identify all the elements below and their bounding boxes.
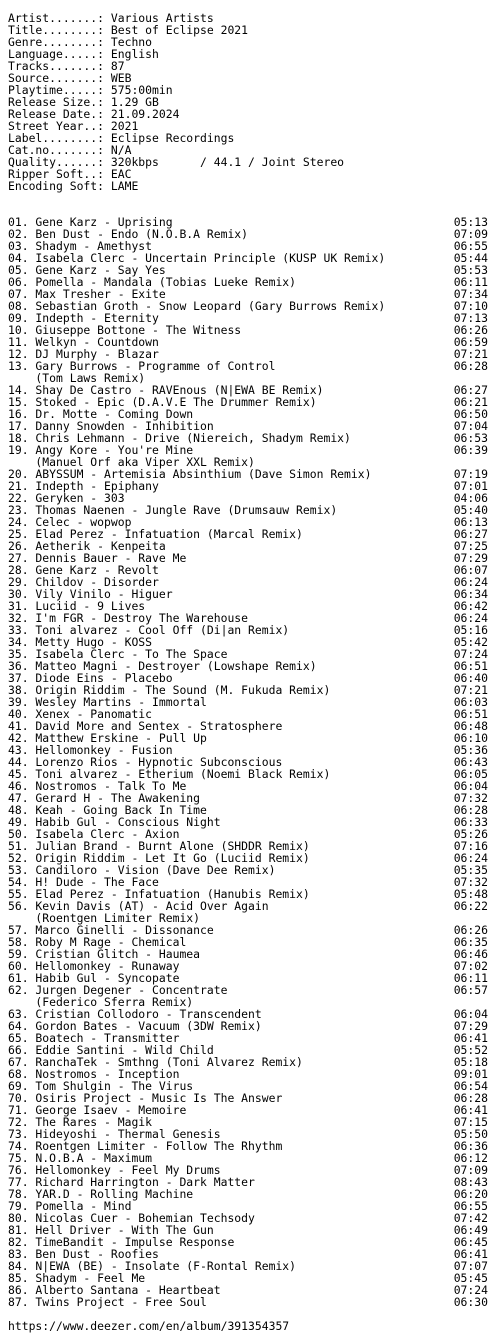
track-duration: 07:29 <box>453 551 488 565</box>
track-duration: 06:40 <box>453 671 488 685</box>
metadata-line: Tracks.......: 87 <box>8 59 125 73</box>
track-duration: 06:28 <box>453 1091 488 1105</box>
track-title: 51. Julian Brand - Burnt Alone (SHDDR Remix) <box>8 839 310 853</box>
track-title: 75. N.O.B.A - Maximum <box>8 1151 153 1165</box>
track-title: 28. Gene Karz - Revolt <box>8 563 159 577</box>
track-duration: 06:39 <box>453 443 488 457</box>
track-title: 44. Lorenzo Rios - Hypnotic Subconscious <box>8 755 283 769</box>
track-duration: 07:19 <box>453 467 488 481</box>
track-duration: 06:28 <box>453 359 488 373</box>
track-duration: 06:21 <box>453 395 488 409</box>
track-duration: 07:34 <box>453 287 488 301</box>
track-duration: 06:12 <box>453 1151 488 1165</box>
track-duration: 05:40 <box>453 503 488 517</box>
track-duration: 06:11 <box>453 275 488 289</box>
metadata-line: Artist.......: Various Artists <box>8 11 214 25</box>
track-title: 79. Pomella - Mind <box>8 1199 132 1213</box>
track-title: 31. Luciid - 9 Lives <box>8 599 146 613</box>
track-title: (Federico Sferra Remix) <box>8 995 194 1009</box>
track-duration: 07:16 <box>453 839 488 853</box>
track-duration: 06:03 <box>453 695 488 709</box>
track-title: 17. Danny Snowden - Inhibition <box>8 419 214 433</box>
track-title: 43. Hellomonkey - Fusion <box>8 743 173 757</box>
track-title: 83. Ben Dust - Roofies <box>8 1247 159 1261</box>
track-duration: 06:57 <box>453 983 488 997</box>
track-title: 77. Richard Harrington - Dark Matter <box>8 1175 255 1189</box>
track-duration: 06:55 <box>453 239 488 253</box>
metadata-line: Label........: Eclipse Recordings <box>8 131 235 145</box>
track-duration: 06:27 <box>453 383 488 397</box>
track-duration: 07:24 <box>453 647 488 661</box>
track-title: 32. I'm FGR - Destroy The Warehouse <box>8 611 249 625</box>
track-title: 33. Toni alvarez - Cool Off (Di|an Remix) <box>8 623 290 637</box>
track-duration: 07:21 <box>453 683 488 697</box>
track-title: 58. Roby M Rage - Chemical <box>8 935 187 949</box>
metadata-line: Encoding Soft: LAME <box>8 179 139 193</box>
track-title: 74. Roentgen Limiter - Follow The Rhythm <box>8 1139 283 1153</box>
track-duration: 06:35 <box>453 935 488 949</box>
track-duration: 06:41 <box>453 1247 488 1261</box>
release-info-document <box>8 12 488 1308</box>
track-title: 20. ABYSSUM - Artemisia Absinthium (Dave Simon Remix) <box>8 467 372 481</box>
track-duration: 07:42 <box>453 1211 488 1225</box>
track-title: 29. Childov - Disorder <box>8 575 159 589</box>
track-row <box>8 1296 488 1308</box>
track-title: 70. Osiris Project - Music Is The Answer <box>8 1091 283 1105</box>
track-duration: 06:45 <box>453 1235 488 1249</box>
track-title: 86. Alberto Santana - Heartbeat <box>8 1283 221 1297</box>
track-duration: 07:01 <box>453 479 488 493</box>
track-title: 41. David More and Sentex - Stratosphere <box>8 719 283 733</box>
track-title: 25. Elad Perez - Infatuation (Marcal Remix) <box>8 527 303 541</box>
track-title: 54. H! Dude - The Face <box>8 875 159 889</box>
track-title: 07. Max Tresher - Exite <box>8 287 166 301</box>
track-title: 27. Dennis Bauer - Rave Me <box>8 551 187 565</box>
track-duration: 06:34 <box>453 587 488 601</box>
track-duration: 06:46 <box>453 947 488 961</box>
track-title: 36. Matteo Magni - Destroyer (Lowshape Remix) <box>8 659 317 673</box>
track-title: 10. Giuseppe Bottone - The Witness <box>8 323 242 337</box>
metadata-line: Release Size.: 1.29 GB <box>8 95 159 109</box>
track-title: 22. Geryken - 303 <box>8 491 125 505</box>
track-duration: 06:54 <box>453 1079 488 1093</box>
track-title: 13. Gary Burrows - Programme of Control <box>8 359 276 373</box>
track-duration: 07:25 <box>453 539 488 553</box>
track-title: 24. Celec - wopwop <box>8 515 132 529</box>
metadata-line: Cat.no.......: N/A <box>8 143 132 157</box>
track-title: 12. DJ Murphy - Blazar <box>8 347 159 361</box>
track-duration: 06:59 <box>453 335 488 349</box>
track-duration: 05:53 <box>453 263 488 277</box>
track-title: 05. Gene Karz - Say Yes <box>8 263 166 277</box>
metadata-line: Street Year..: 2021 <box>8 119 139 133</box>
track-title: 40. Xenex - Panomatic <box>8 707 153 721</box>
track-duration: 06:24 <box>453 575 488 589</box>
track-title: 84. N|EWA (BE) - Insolate (F-Rontal Remix) <box>8 1259 297 1273</box>
track-title: 18. Chris Lehmann - Drive (Niereich, Shadym Remix) <box>8 431 351 445</box>
track-title: 01. Gene Karz - Uprising <box>8 215 173 229</box>
track-title: 16. Dr. Motte - Coming Down <box>8 407 194 421</box>
track-duration: 06:42 <box>453 599 488 613</box>
tracklist <box>8 216 488 1308</box>
track-title: 62. Jurgen Degener - Concentrate <box>8 983 228 997</box>
track-title: 56. Kevin Davis (AT) - Acid Over Again <box>8 899 269 913</box>
track-duration: 07:07 <box>453 1259 488 1273</box>
track-title: 19. Angy Kore - You're Mine <box>8 443 194 457</box>
track-title: 06. Pomella - Mandala (Tobias Lueke Remix) <box>8 275 297 289</box>
track-title: 50. Isabela Clerc - Axion <box>8 827 180 841</box>
track-duration: 09:01 <box>453 1067 488 1081</box>
track-duration: 07:29 <box>453 1019 488 1033</box>
track-duration: 06:11 <box>453 971 488 985</box>
track-title: 30. Vily Vinilo - Higuer <box>8 587 173 601</box>
track-duration: 07:21 <box>453 347 488 361</box>
track-duration: 06:51 <box>453 659 488 673</box>
track-duration: 06:05 <box>453 767 488 781</box>
release-metadata <box>8 12 488 192</box>
track-title: 55. Elad Perez - Infatuation (Hanubis Remix) <box>8 887 310 901</box>
track-title: 78. YAR.D - Rolling Machine <box>8 1187 194 1201</box>
track-duration: 05:48 <box>453 887 488 901</box>
track-title: 68. Nostromos - Inception <box>8 1067 180 1081</box>
track-title: (Roentgen Limiter Remix) <box>8 911 201 925</box>
track-duration: 06:22 <box>453 899 488 913</box>
metadata-line: Quality......: 320kbps / 44.1 / Joint Stereo <box>8 155 345 169</box>
track-title: 76. Hellomonkey - Feel My Drums <box>8 1163 221 1177</box>
track-title: 38. Origin Riddim - The Sound (M. Fukuda Remix) <box>8 683 331 697</box>
track-duration: 06:24 <box>453 611 488 625</box>
track-duration: 05:16 <box>453 623 488 637</box>
track-duration: 06:30 <box>453 1295 488 1309</box>
track-duration: 06:13 <box>453 515 488 529</box>
track-title: 23. Thomas Naenen - Jungle Rave (Drumsauw Remix) <box>8 503 338 517</box>
track-title: 34. Metty Hugo - KOSS <box>8 635 153 649</box>
track-title: 08. Sebastian Groth - Snow Leopard (Gary Burrows Remix) <box>8 299 386 313</box>
track-duration: 07:04 <box>453 419 488 433</box>
metadata-line: Ripper Soft..: EAC <box>8 167 132 181</box>
track-title: 45. Toni alvarez - Etherium (Noemi Black Remix) <box>8 767 331 781</box>
track-title: 66. Eddie Santini - Wild Child <box>8 1043 214 1057</box>
track-duration: 06:51 <box>453 707 488 721</box>
album-url[interactable]: https://www.deezer.com/en/album/391354357 <box>8 1319 290 1333</box>
track-duration: 06:48 <box>453 719 488 733</box>
track-title: 59. Cristian Glitch - Haumea <box>8 947 201 961</box>
track-duration: 06:41 <box>453 1103 488 1117</box>
track-title: 52. Origin Riddim - Let It Go (Luciid Remix) <box>8 851 310 865</box>
track-duration: 04:06 <box>453 491 488 505</box>
track-duration: 05:52 <box>453 1043 488 1057</box>
track-title: 03. Shadym - Amethyst <box>8 239 153 253</box>
track-title: 47. Gerard H - The Awakening <box>8 791 201 805</box>
track-duration: 07:32 <box>453 875 488 889</box>
track-duration: 05:45 <box>453 1271 488 1285</box>
track-duration: 07:32 <box>453 791 488 805</box>
track-title: 09. Indepth - Eternity <box>8 311 159 325</box>
track-duration: 07:24 <box>453 1283 488 1297</box>
metadata-line: Release Date.: 21.09.2024 <box>8 107 180 121</box>
track-title: 82. TimeBandit - Impulse Response <box>8 1235 235 1249</box>
track-title: 02. Ben Dust - Endo (N.O.B.A Remix) <box>8 227 249 241</box>
track-duration: 06:41 <box>453 1031 488 1045</box>
track-duration: 08:43 <box>453 1175 488 1189</box>
track-title: 49. Habib Gul - Conscious Night <box>8 815 221 829</box>
track-title: 87. Twins Project - Free Soul <box>8 1295 207 1309</box>
track-title: 61. Habib Gul - Syncopate <box>8 971 180 985</box>
track-duration: 06:43 <box>453 755 488 769</box>
track-duration: 07:13 <box>453 311 488 325</box>
track-duration: 06:26 <box>453 923 488 937</box>
track-title: 26. Aetherik - Kenpeita <box>8 539 166 553</box>
track-title: 65. Boatech - Transmitter <box>8 1031 180 1045</box>
metadata-line: Genre........: Techno <box>8 35 153 49</box>
track-title: 64. Gordon Bates - Vacuum (3DW Remix) <box>8 1019 262 1033</box>
track-title: 39. Wesley Martins - Immortal <box>8 695 207 709</box>
track-duration: 05:44 <box>453 251 488 265</box>
track-duration: 06:10 <box>453 731 488 745</box>
track-title: 42. Matthew Erskine - Pull Up <box>8 731 207 745</box>
track-duration: 06:36 <box>453 1139 488 1153</box>
track-title: 69. Tom Shulgin - The Virus <box>8 1079 194 1093</box>
track-duration: 06:28 <box>453 803 488 817</box>
track-title: 80. Nicolas Cuer - Bohemian Techsody <box>8 1211 255 1225</box>
track-title: 73. Hideyoshi - Thermal Genesis <box>8 1127 221 1141</box>
track-title: 57. Marco Ginelli - Dissonance <box>8 923 214 937</box>
track-duration: 06:33 <box>453 815 488 829</box>
track-duration: 05:13 <box>453 215 488 229</box>
track-duration: 05:36 <box>453 743 488 757</box>
track-duration: 06:04 <box>453 1007 488 1021</box>
track-title: 14. Shay De Castro - RAVEnous (N|EWA BE Remix) <box>8 383 324 397</box>
track-title: 04. Isabela Clerc - Uncertain Principle (KUSP UK Remix) <box>8 251 386 265</box>
track-duration: 06:24 <box>453 851 488 865</box>
track-title: 21. Indepth - Epiphany <box>8 479 159 493</box>
track-duration: 05:35 <box>453 863 488 877</box>
track-title: 48. Keah - Going Back In Time <box>8 803 207 817</box>
track-duration: 06:20 <box>453 1187 488 1201</box>
track-title: 37. Diode Eins - Placebo <box>8 671 173 685</box>
track-title: 11. Welkyn - Countdown <box>8 335 159 349</box>
track-title: 53. Candiloro - Vision (Dave Dee Remix) <box>8 863 276 877</box>
track-duration: 07:15 <box>453 1115 488 1129</box>
track-title: 67. RanchaTek - Smthng (Toni Alvarez Remix) <box>8 1055 303 1069</box>
track-title: 85. Shadym - Feel Me <box>8 1271 146 1285</box>
track-title: 81. Hell Driver - With The Gun <box>8 1223 214 1237</box>
track-duration: 05:50 <box>453 1127 488 1141</box>
track-duration: 06:55 <box>453 1199 488 1213</box>
track-duration: 07:09 <box>453 227 488 241</box>
track-title: (Manuel Orf aka Viper XXL Remix) <box>8 455 255 469</box>
track-duration: 05:26 <box>453 827 488 841</box>
track-title: 72. The Rares - Magik <box>8 1115 153 1129</box>
spacer <box>8 192 488 204</box>
track-title: 46. Nostromos - Talk To Me <box>8 779 187 793</box>
track-title: 15. Stoked - Epic (D.A.V.E The Drummer Remix) <box>8 395 317 409</box>
track-duration: 06:26 <box>453 323 488 337</box>
metadata-line: Playtime.....: 575:00min <box>8 83 173 97</box>
metadata-line: Language.....: English <box>8 47 159 61</box>
track-duration: 06:49 <box>453 1223 488 1237</box>
track-title: 35. Isabela Clerc - To The Space <box>8 647 228 661</box>
track-duration: 06:53 <box>453 431 488 445</box>
track-duration: 05:42 <box>453 635 488 649</box>
track-duration: 06:27 <box>453 527 488 541</box>
track-duration: 07:02 <box>453 959 488 973</box>
track-title: 60. Hellomonkey - Runaway <box>8 959 180 973</box>
track-duration: 06:07 <box>453 563 488 577</box>
track-title: 71. George Isaev - Memoire <box>8 1103 187 1117</box>
track-duration: 07:09 <box>453 1163 488 1177</box>
track-duration: 05:18 <box>453 1055 488 1069</box>
metadata-line: Source.......: WEB <box>8 71 132 85</box>
track-duration: 06:04 <box>453 779 488 793</box>
metadata-line: Title........: Best of Eclipse 2021 <box>8 23 249 37</box>
track-duration: 07:10 <box>453 299 488 313</box>
track-duration: 06:50 <box>453 407 488 421</box>
track-title: (Tom Laws Remix) <box>8 371 146 385</box>
track-title: 63. Cristian Collodoro - Transcendent <box>8 1007 262 1021</box>
